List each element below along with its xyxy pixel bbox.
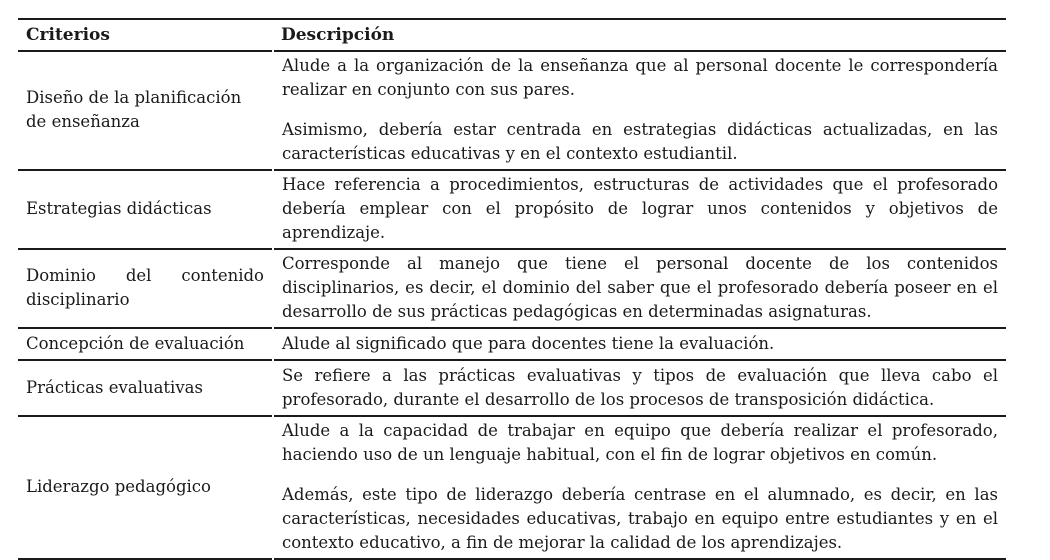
criterion-cell: Diseño de la planificación de enseñanza	[18, 51, 273, 170]
criteria-table	[18, 18, 1006, 560]
description-cell	[273, 170, 1006, 249]
description-cell	[273, 360, 1006, 416]
table-row	[18, 328, 1006, 360]
header-descripcion: Descripción	[281, 25, 395, 45]
table-row	[18, 360, 1006, 416]
table-header-row	[18, 19, 1006, 51]
description-paragraph: Corresponde al manejo que tiene el personal docente de los contenidos disciplinarios, es decir, el dominio del saber que el profesorado debería poseer en el desarrollo de sus prácticas pedagógicas en determinadas asignaturas.	[282, 254, 998, 321]
description-paragraph: Se refiere a las prácticas evaluativas y tipos de evaluación que lleva cabo el profesorado, durante el desarrollo de los procesos de transposición didáctica.	[282, 365, 998, 409]
description-paragraph: Alude al significado que para docentes tiene la evaluación.	[282, 333, 775, 353]
criterion-cell: Estrategias didácticas	[18, 170, 273, 249]
table-row	[18, 416, 1006, 559]
table-row	[18, 249, 1006, 328]
description-paragraph: Asimismo, debería estar centrada en estrategias didácticas actualizadas, en las características educativas y en el contexto estudiantil.	[282, 120, 998, 163]
table-row	[18, 51, 1006, 170]
description-cell	[273, 328, 1006, 360]
description-cell	[273, 249, 1006, 328]
description-paragraph: Hace referencia a procedimientos, estructuras de actividades que el profesorado debería emplear con el propósito de lograr unos contenidos y objetivos de aprendizaje.	[282, 175, 998, 242]
description-paragraph: Alude a la organización de la enseñanza que al personal docente le correspondería realizar en conjunto con sus pares.	[282, 56, 998, 99]
description-paragraph: Además, este tipo de liderazgo debería centrase en el alumnado, es decir, en las características, necesidades educativas, trabajo en equipo entre estudiantes y en el contexto educativo, a fin de mejorar la calidad de los aprendizajes.	[282, 485, 998, 552]
header-criterios: Criterios	[26, 25, 110, 45]
criterion-cell: Liderazgo pedagógico	[18, 416, 273, 559]
table-row	[18, 170, 1006, 249]
criteria-table-container	[18, 18, 1006, 560]
criterion-cell: Prácticas evaluativas	[18, 360, 273, 416]
description-paragraph: Alude a la capacidad de trabajar en equipo que debería realizar el profesorado, haciendo uso de un lenguaje habitual, con el fin de lograr objetivos en común.	[282, 421, 998, 464]
criterion-cell: Dominio del contenido disciplinario	[18, 249, 273, 328]
criterion-cell: Concepción de evaluación	[18, 328, 273, 360]
description-cell	[273, 416, 1006, 559]
description-cell	[273, 51, 1006, 170]
